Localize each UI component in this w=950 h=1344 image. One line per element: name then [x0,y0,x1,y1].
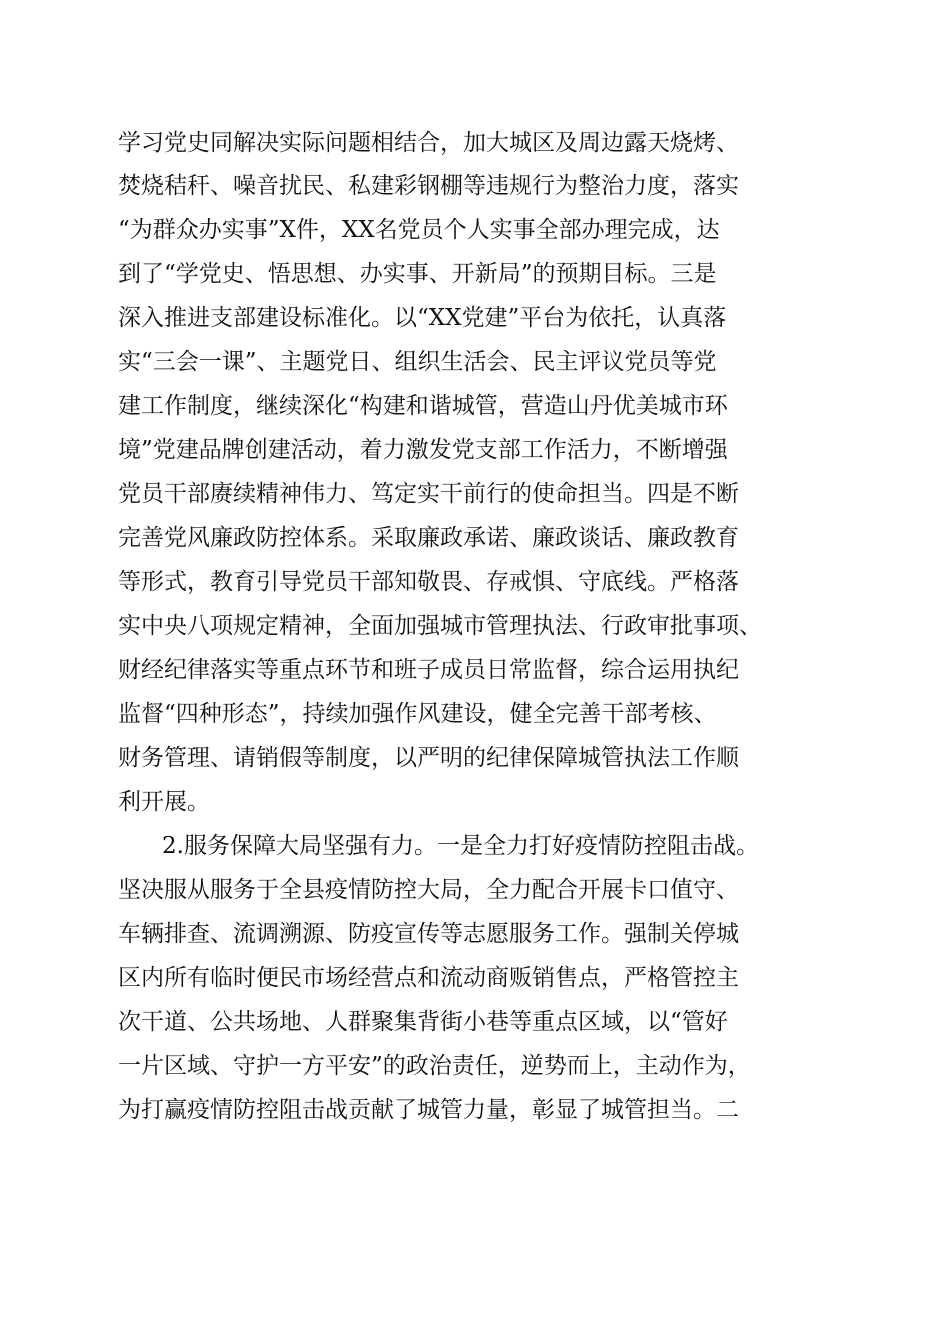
text-line [0,474,950,514]
text-line-content: 监督“四种形态”，持续加强作风建设，健全完善干部考核、 [118,701,717,727]
text-line-content: 一片区域、守护一方平安”的政治责任，逆势而上，主动作为， [118,1053,751,1079]
text-line-content: 财务管理、请销假等制度，以严明的纪律保障城管执法工作顺 [118,745,739,771]
text-line-content: 境”党建品牌创建活动，着力激发党支部工作活力，不断增强 [118,437,728,463]
text-line-content: 利开展。 [118,789,210,815]
text-line-content: 焚烧秸秆、噪音扰民、私建彩钢棚等违规行为整治力度，落实 [118,173,739,199]
text-line-content: 实中央八项规定精神，全面加强城市管理执法、行政审批事项、 [118,613,762,639]
text-line-content: 财经纪律落实等重点环节和班子成员日常监督，综合运用执纪 [118,657,739,683]
text-line [0,342,950,382]
text-line-content: “为群众办实事”X件，XX名党员个人实事全部办理完成，达 [118,217,720,243]
text-line [0,210,950,250]
text-line-content: 实“三会一课”、主题党日、组织生活会、民主评议党员等党 [118,349,717,375]
text-line-content: 区内所有临时便民市场经营点和流动商贩销售点，严格管控主 [118,965,739,991]
text-line-content: 完善党风廉政防控体系。采取廉政承诺、廉政谈话、廉政教育 [118,525,739,551]
text-line-content: 学习党史同解决实际问题相结合，加大城区及周边露天烧烤、 [118,130,739,156]
text-line-content: 次干道、公共场地、人群聚集背街小巷等重点区域，以“管好 [118,1009,728,1035]
text-line [0,694,950,734]
text-line [0,958,950,998]
text-line [0,430,950,470]
text-line [0,1046,950,1086]
text-line [0,606,950,646]
text-line [0,518,950,558]
text-line-content: 到了“学党史、悟思想、办实事、开新局”的预期目标。三是 [118,261,717,287]
text-line-content: 等形式，教育引导党员干部知敬畏、存戒惧、守底线。严格落 [118,569,739,595]
text-line [0,298,950,338]
text-line-content: 深入推进支部建设标准化。以“XX党建”平台为依托，认真落 [118,305,727,331]
text-line [0,123,950,163]
text-line [0,166,950,206]
text-line-content: 2.服务保障大局坚强有力。一是全力打好疫情防控阻击战。 [162,833,759,859]
text-line [0,782,950,822]
text-line-content: 党员干部赓续精神伟力、笃定实干前行的使命担当。四是不断 [118,481,739,507]
text-line-content: 为打赢疫情防控阻击战贡献了城管力量，彰显了城管担当。二 [118,1097,739,1123]
text-line [0,562,950,602]
text-line [0,1002,950,1042]
text-line [0,870,950,910]
text-line [0,386,950,426]
text-line [0,914,950,954]
text-line-content: 车辆排查、流调溯源、防疫宣传等志愿服务工作。强制关停城 [118,921,739,947]
text-line [0,1090,950,1130]
text-line-content: 坚决服从服务于全县疫情防控大局，全力配合开展卡口值守、 [118,877,739,903]
text-line [0,254,950,294]
text-line [0,826,950,866]
text-line [0,650,950,690]
text-line-content: 建工作制度，继续深化“构建和谐城管，营造山丹优美城市环 [118,393,728,419]
text-line [0,738,950,778]
